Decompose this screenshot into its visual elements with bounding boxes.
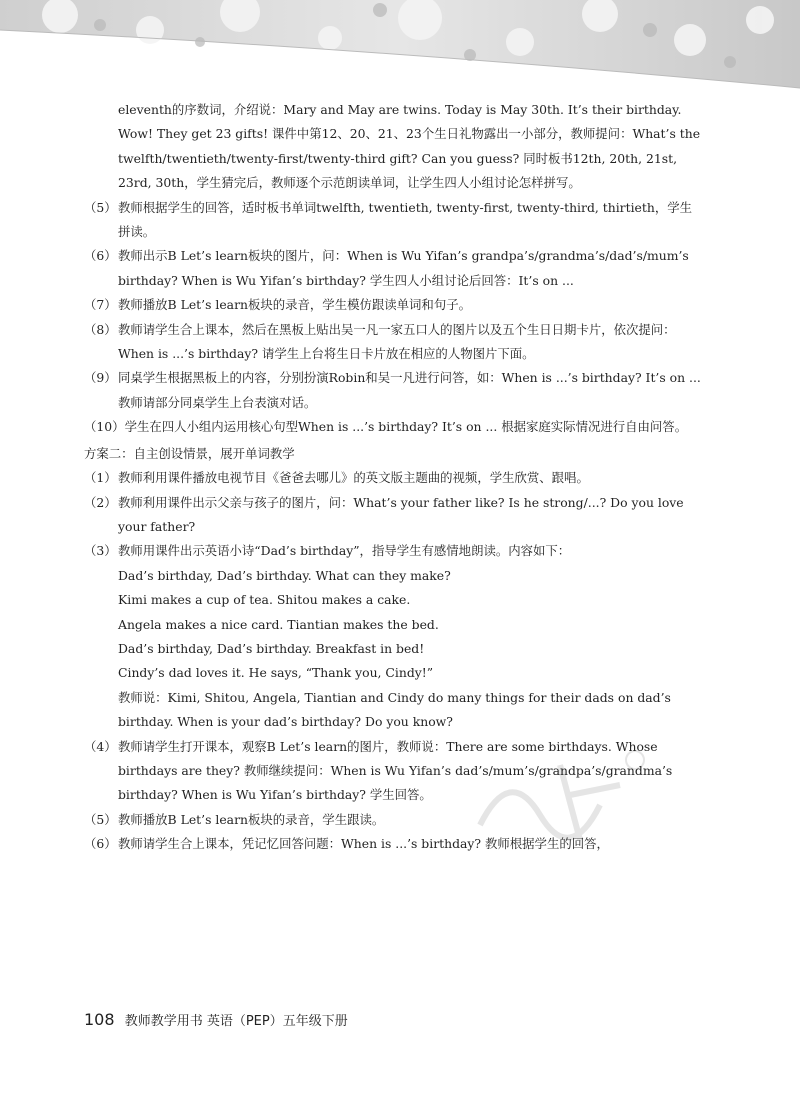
step-number: （4） <box>84 738 117 754</box>
list-item <box>84 293 704 317</box>
step-number: （8） <box>84 321 117 337</box>
step-text: 教师请学生合上课本，然后在黑板上贴出吴一凡一家五口人的图片以及五个生日日期卡片，依次提问：When is ...’s birthday? 请学生上台将生日卡片放在相应的人物图片下面。 <box>118 321 676 362</box>
poem-line: Angela makes a nice card. Tiantian makes the bed. <box>118 616 439 632</box>
step-number: （5） <box>84 199 117 215</box>
step-number: （1） <box>84 470 117 486</box>
page-body <box>84 98 704 857</box>
poem-block <box>84 564 704 735</box>
step-text: 教师播放B Let’s learn板块的录音，学生模仿跟读单词和句子。 <box>118 297 471 313</box>
list-item <box>84 244 704 293</box>
plan2-heading: 方案二：自主创设情景，展开单词教学 <box>84 445 295 461</box>
poem-line: Cindy’s dad loves it. He says, “Thank you, Cindy!” <box>118 665 434 681</box>
list-item <box>84 466 704 490</box>
step-number: （2） <box>84 494 117 510</box>
plan1-steps <box>84 196 704 440</box>
step-text: 教师用课件出示英语小诗“Dad’s birthday”，指导学生有感情地朗读。内容如下： <box>118 543 571 559</box>
step-text: 同桌学生根据黑板上的内容，分别扮演Robin和吴一凡进行问答，如：When is ...’s birthday? It’s on ... 教师请部分同桌学生上台表演对话。 <box>118 370 701 410</box>
poem-line: Kimi makes a cup of tea. Shitou makes a cake. <box>118 592 411 608</box>
list-item <box>84 366 704 415</box>
step-number: （6） <box>84 836 117 852</box>
step-number: （7） <box>84 297 117 313</box>
step-text: 学生在四人小组内运用核心句型When is ...’s birthday? It’s on ... 根据家庭实际情况进行自由问答。 <box>124 419 688 435</box>
step-text: 教师播放B Let’s learn板块的录音，学生跟读。 <box>118 811 385 827</box>
book-title: 教师教学用书 英语（PEP）五年级下册 <box>124 1014 348 1029</box>
step-text: 教师请学生打开课本，观察B Let’s learn的图片，教师说：There are some birthdays. Whose birthdays are they? 教师继续提问：When is Wu Yifan’s dad’s/mum’s/grandpa’s/grandma’s birthday? When is Wu Yifan’s birthday? 学生回答。 <box>118 738 673 803</box>
poem-line: Dad’s birthday, Dad’s birthday. What can they make? <box>118 567 451 583</box>
list-item <box>84 832 704 856</box>
step-number: （10） <box>84 419 125 435</box>
list-item <box>84 735 704 808</box>
list-item <box>84 415 704 439</box>
step-number: （6） <box>84 248 117 264</box>
step-number: （9） <box>84 370 117 386</box>
step-number: （3） <box>84 543 117 559</box>
step-text: 教师利用课件出示父亲与孩子的图片，问：What’s your father like? Is he strong/...? Do you love your father? <box>118 494 684 534</box>
plan2-steps <box>84 466 704 857</box>
list-item <box>84 196 704 245</box>
list-item <box>84 808 704 832</box>
continuation-paragraph: eleventh的序数词，介绍说：Mary and May are twins. Today is May 30th. It’s their birthday. Wow! They get 23 gifts! 课件中第12、20、21、23个生日礼物露出一小部分，教师提问：What’s the twelfth/twentieth/twenty-first/twenty-third gift? Can you guess? 同时板书12th, 20th, 21st, 23rd, 30th，学生猜完后，教师逐个示范朗读单词，让学生四人小组讨论怎样拼写。 <box>118 102 701 191</box>
step-text: 教师请学生合上课本，凭记忆回答问题：When is ...’s birthday? 教师根据学生的回答， <box>118 836 609 852</box>
teacher-remark: 教师说：Kimi, Shitou, Angela, Tiantian and Cindy do many things for their dads on dad’s birthday. When is your dad’s birthday? Do you know? <box>118 689 671 730</box>
step-number: （5） <box>84 811 117 827</box>
list-item <box>84 539 704 563</box>
list-item <box>84 318 704 367</box>
step-text: 教师利用课件播放电视节目《爸爸去哪儿》的英文版主题曲的视频，学生欣赏、跟唱。 <box>118 470 589 486</box>
page-number: 108 <box>84 1010 115 1029</box>
step-text: 教师根据学生的回答，适时板书单词twelfth, twentieth, twenty-first, twenty-third, thirtieth，学生拼读。 <box>118 199 692 240</box>
floral-header-banner <box>0 0 800 90</box>
step-text: 教师出示B Let’s learn板块的图片，问：When is Wu Yifan’s grandpa’s/grandma’s/dad’s/mum’s birthday? When is Wu Yifan’s birthday? 学生四人小组讨论后回答：It’s on ... <box>118 248 689 288</box>
poem-line: Dad’s birthday, Dad’s birthday. Breakfast in bed! <box>118 640 425 656</box>
list-item <box>84 491 704 540</box>
page-footer <box>84 1010 348 1029</box>
